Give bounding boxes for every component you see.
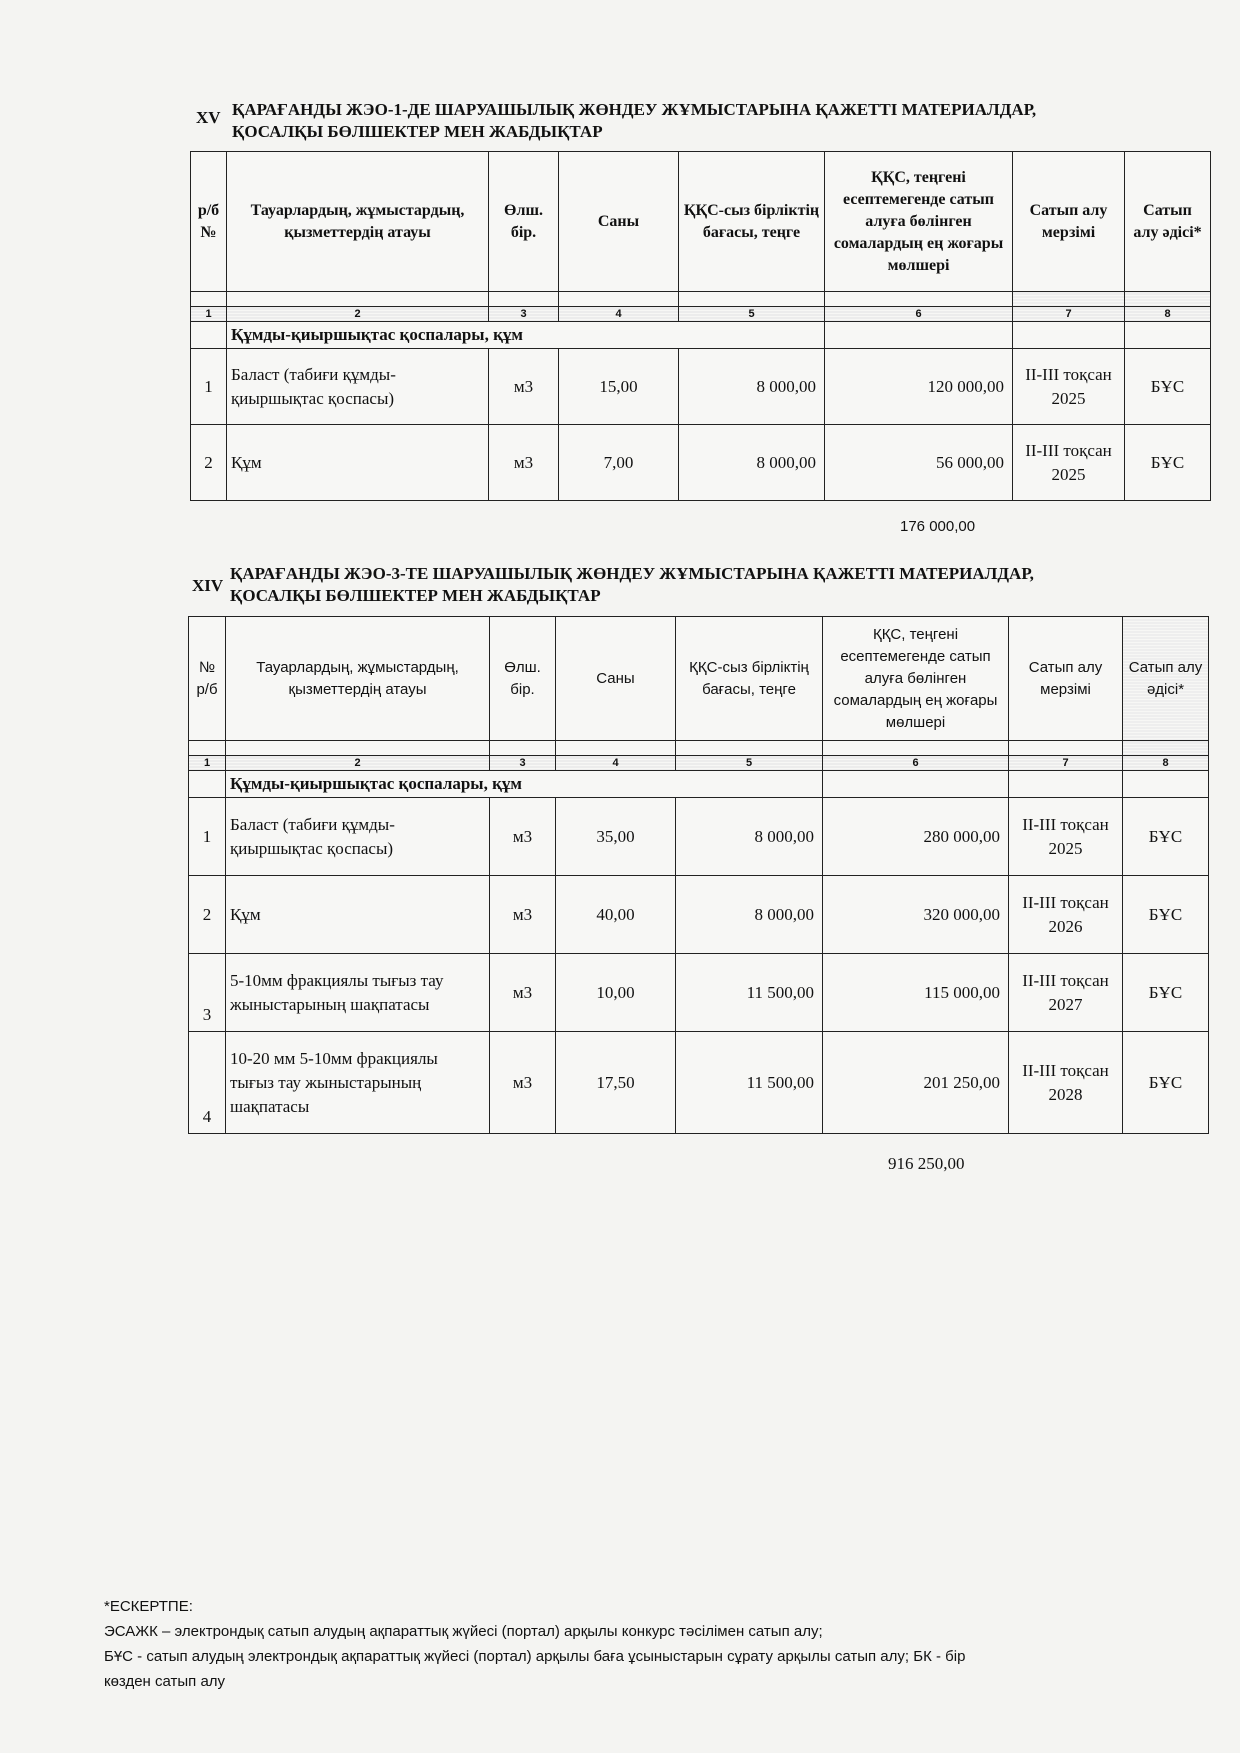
cell-method: БҰС	[1123, 954, 1209, 1032]
section-total: 916 250,00	[888, 1154, 965, 1173]
header-price: ҚҚС-сыз бірліктің бағасы, теңге	[679, 152, 825, 292]
column-number-row	[189, 756, 1209, 771]
column-number: 7	[1013, 307, 1125, 322]
section-title	[232, 99, 1036, 143]
cell-amount: 115 000,00	[823, 954, 1009, 1032]
column-number: 8	[1123, 756, 1209, 771]
table-row	[191, 425, 1211, 501]
table-row	[189, 1032, 1209, 1134]
column-number: 3	[489, 307, 559, 322]
cell-no: 3	[189, 954, 226, 1032]
spacer-row	[189, 741, 1209, 756]
cell-unit: м3	[490, 1032, 556, 1134]
cell-name: Баласт (табиғи құмды-қиыршықтас қоспасы)	[226, 798, 490, 876]
table-header-row	[191, 152, 1211, 292]
column-number-row	[191, 307, 1211, 322]
cell-no: 1	[191, 349, 227, 425]
cell-no: 2	[191, 425, 227, 501]
footnote-line: көзден сатып алу	[104, 1673, 226, 1690]
header-amount: ҚҚС, теңгені есептемегенде сатып алуға бөлінген сомалардың ең жоғары мөлшері	[825, 152, 1013, 292]
spacer-row	[191, 292, 1211, 307]
section-title-line: ҚАРАҒАНДЫ ЖЭО-3-ТЕ ШАРУАШЫЛЫҚ ЖӨНДЕУ ЖҰМЫСТАРЫНА ҚАЖЕТТІ МАТЕРИАЛДАР,	[230, 564, 1034, 583]
column-number: 4	[559, 307, 679, 322]
header-amount: ҚҚС, теңгені есептемегенде сатып алуға бөлінген сомалардың ең жоғары мөлшері	[823, 617, 1009, 741]
cell-no: 4	[189, 1032, 226, 1134]
footnote-line: ЭСАЖК – электрондық сатып алудың ақпараттық жүйесі (портал) арқылы конкурс тәсілімен сатып алу;	[104, 1623, 823, 1640]
cell-qty: 15,00	[559, 349, 679, 425]
header-name: Тауарлардың, жұмыстардың, қызметтердің атауы	[226, 617, 490, 741]
column-number: 4	[556, 756, 676, 771]
column-number: 1	[189, 756, 226, 771]
cell-term: II-III тоқсан 2025	[1009, 798, 1123, 876]
cell-amount: 201 250,00	[823, 1032, 1009, 1134]
section-number: XIV	[192, 576, 224, 595]
footnote-heading: *ЕСКЕРТПЕ:	[104, 1598, 193, 1615]
cell-no: 2	[189, 876, 226, 954]
group-label: Құмды-қиыршықтас қоспалары, құм	[226, 771, 823, 798]
cell-unit: м3	[490, 954, 556, 1032]
header-no: № р/б	[189, 617, 226, 741]
cell-method: БҰС	[1123, 798, 1209, 876]
header-unit: Өлш. бір.	[489, 152, 559, 292]
cell-term: II-III тоқсан 2027	[1009, 954, 1123, 1032]
column-number: 7	[1009, 756, 1123, 771]
header-term: Сатып алу мерзімі	[1009, 617, 1123, 741]
column-number: 1	[191, 307, 227, 322]
cell-method: БҰС	[1125, 349, 1211, 425]
cell-name: 10-20 мм 5-10мм фракциялы тығыз тау жыныстарының шақпатасы	[226, 1032, 490, 1134]
header-unit: Өлш. бір.	[490, 617, 556, 741]
column-number: 2	[226, 756, 490, 771]
group-row	[189, 771, 1209, 798]
cell-price: 11 500,00	[676, 1032, 823, 1134]
header-method: Сатып алу әдісі*	[1123, 617, 1209, 741]
column-number: 2	[227, 307, 489, 322]
column-number: 6	[823, 756, 1009, 771]
cell-term: II-III тоқсан 2025	[1013, 425, 1125, 501]
table-row	[189, 798, 1209, 876]
cell-method: БҰС	[1123, 1032, 1209, 1134]
procurement-table	[190, 151, 1211, 501]
group-label: Құмды-қиыршықтас қоспалары, құм	[227, 322, 825, 349]
cell-amount: 280 000,00	[823, 798, 1009, 876]
cell-term: II-III тоқсан 2028	[1009, 1032, 1123, 1134]
table-row	[191, 349, 1211, 425]
cell-price: 8 000,00	[676, 876, 823, 954]
cell-unit: м3	[489, 349, 559, 425]
cell-qty: 40,00	[556, 876, 676, 954]
procurement-table	[188, 616, 1209, 1134]
cell-name: 5-10мм фракциялы тығыз тау жыныстарының шақпатасы	[226, 954, 490, 1032]
table-row	[189, 954, 1209, 1032]
cell-method: БҰС	[1125, 425, 1211, 501]
header-term: Сатып алу мерзімі	[1013, 152, 1125, 292]
section-title-line: ҚОСАЛҚЫ БӨЛШЕКТЕР МЕН ЖАБДЫҚТАР	[232, 122, 603, 141]
cell-name: Құм	[227, 425, 489, 501]
column-number: 5	[679, 307, 825, 322]
cell-amount: 56 000,00	[825, 425, 1013, 501]
cell-no: 1	[189, 798, 226, 876]
cell-name: Құм	[226, 876, 490, 954]
cell-price: 8 000,00	[679, 349, 825, 425]
cell-amount: 120 000,00	[825, 349, 1013, 425]
cell-qty: 10,00	[556, 954, 676, 1032]
header-no: р/б №	[191, 152, 227, 292]
table-row	[189, 876, 1209, 954]
cell-term: II-III тоқсан 2025	[1013, 349, 1125, 425]
header-qty: Саны	[556, 617, 676, 741]
cell-price: 11 500,00	[676, 954, 823, 1032]
cell-price: 8 000,00	[679, 425, 825, 501]
cell-unit: м3	[490, 876, 556, 954]
table-header-row	[189, 617, 1209, 741]
section-total: 176 000,00	[900, 518, 976, 535]
header-method: Сатып алу әдісі*	[1125, 152, 1211, 292]
cell-qty: 35,00	[556, 798, 676, 876]
cell-method: БҰС	[1123, 876, 1209, 954]
cell-unit: м3	[490, 798, 556, 876]
section-number: XV	[196, 108, 221, 127]
section-title-line: ҚОСАЛҚЫ БӨЛШЕКТЕР МЕН ЖАБДЫҚТАР	[230, 586, 601, 605]
footnote-line: БҰС - сатып алудың электрондық ақпараттық жүйесі (портал) арқылы баға ұсыныстарын сұрату арқылы сатып алу; БК - бір	[104, 1648, 966, 1665]
header-price: ҚҚС-сыз бірліктің бағасы, теңге	[676, 617, 823, 741]
cell-qty: 7,00	[559, 425, 679, 501]
cell-amount: 320 000,00	[823, 876, 1009, 954]
header-name: Тауарлардың, жұмыстардың, қызметтердің атауы	[227, 152, 489, 292]
header-qty: Саны	[559, 152, 679, 292]
column-number: 6	[825, 307, 1013, 322]
cell-unit: м3	[489, 425, 559, 501]
column-number: 8	[1125, 307, 1211, 322]
cell-term: II-III тоқсан 2026	[1009, 876, 1123, 954]
cell-name: Баласт (табиғи құмды-қиыршықтас қоспасы)	[227, 349, 489, 425]
column-number: 5	[676, 756, 823, 771]
section-title-line: ҚАРАҒАНДЫ ЖЭО-1-ДЕ ШАРУАШЫЛЫҚ ЖӨНДЕУ ЖҰМЫСТАРЫНА ҚАЖЕТТІ МАТЕРИАЛДАР,	[232, 100, 1037, 119]
footnote	[104, 1594, 1144, 1694]
column-number: 3	[490, 756, 556, 771]
group-row	[191, 322, 1211, 349]
section-title	[230, 563, 1034, 607]
cell-qty: 17,50	[556, 1032, 676, 1134]
cell-price: 8 000,00	[676, 798, 823, 876]
